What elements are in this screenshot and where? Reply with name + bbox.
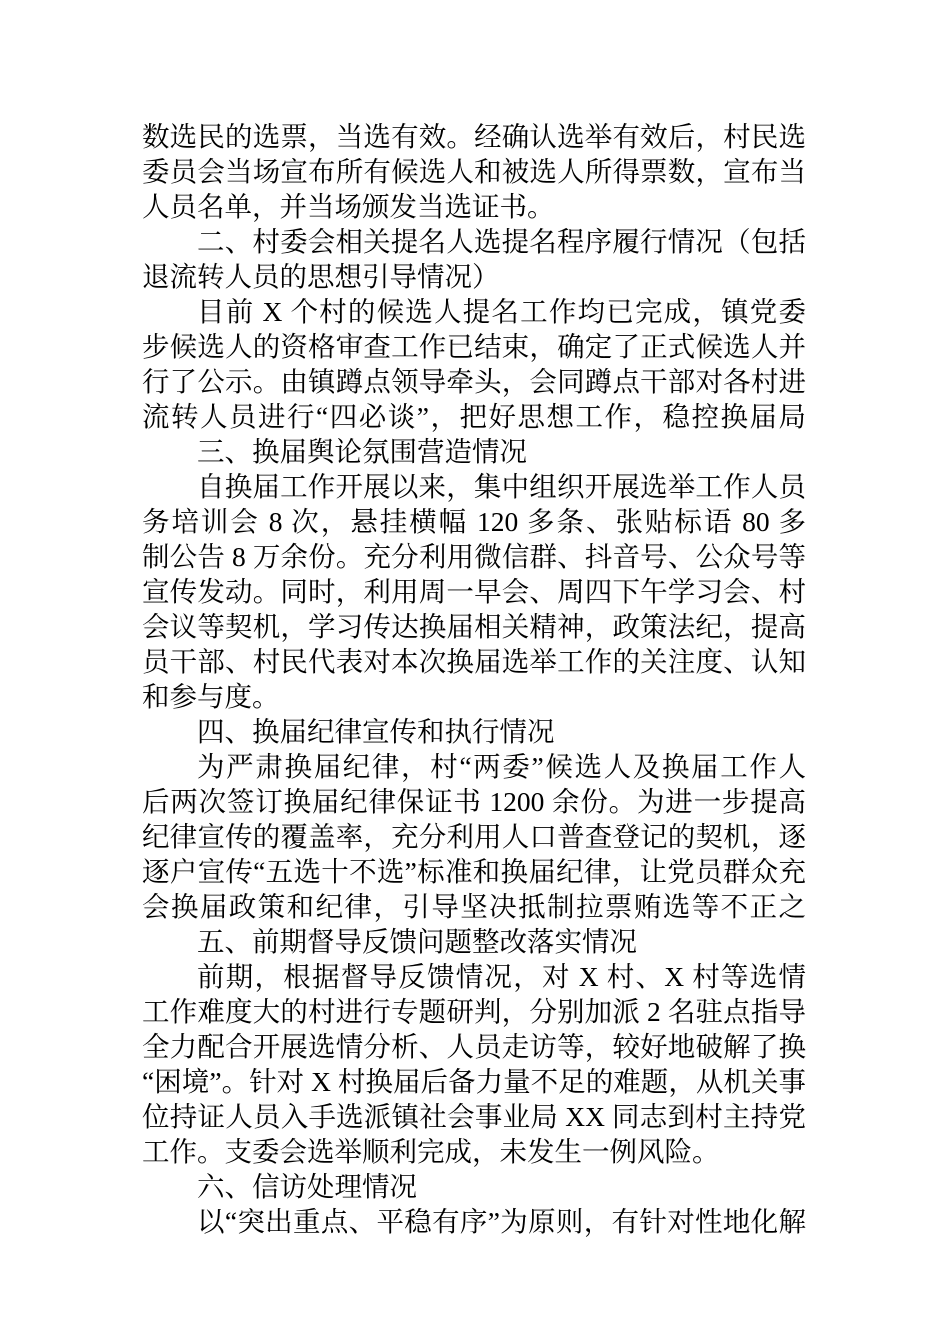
text-line: 人员名单，并当场颁发当选证书。 bbox=[142, 191, 555, 222]
text-line: 会换届政策和纪律，引导坚决抵制拉票贿选等不正之 bbox=[142, 891, 806, 922]
text-line: “困境”。针对 X 村换届后备力量不足的难题，从机关事 bbox=[142, 1066, 806, 1097]
text-line: 自换届工作开展以来，集中组织开展选举工作人员 bbox=[197, 471, 806, 502]
text-line: 步候选人的资格审查工作已结束，确定了正式候选人并 bbox=[142, 331, 806, 362]
heading-line: 四、换届纪律宣传和执行情况 bbox=[197, 716, 555, 747]
text-line: 全力配合开展选情分析、人员走访等，较好地破解了换 bbox=[142, 1031, 806, 1062]
text-line: 目前 X 个村的候选人提名工作均已完成，镇党委 bbox=[197, 296, 806, 327]
text-line: 以“突出重点、平稳有序”为原则，有针对性地化解 bbox=[197, 1206, 806, 1237]
text-line: 数选民的选票，当选有效。经确认选举有效后，村民选 bbox=[142, 121, 806, 152]
text-line: 行了公示。由镇蹲点领导牵头，会同蹲点干部对各村进 bbox=[142, 366, 806, 397]
text-line: 宣传发动。同时，利用周一早会、周四下午学习会、村 bbox=[142, 576, 806, 607]
text-line: 前期，根据督导反馈情况，对 X 村、X 村等选情 bbox=[197, 961, 806, 992]
heading-line: 五、前期督导反馈问题整改落实情况 bbox=[197, 926, 637, 957]
heading-line: 二、村委会相关提名人选提名程序履行情况（包括 bbox=[197, 226, 806, 257]
text-block bbox=[142, 119, 806, 1239]
text-line: 流转人员进行“四必谈”，把好思想工作，稳控换届局 bbox=[142, 401, 806, 432]
text-line: 员干部、村民代表对本次换届选举工作的关注度、认知 bbox=[142, 646, 806, 677]
heading-line: 六、信访处理情况 bbox=[197, 1171, 417, 1202]
text-line: 工作难度大的村进行专题研判，分别加派 2 名驻点指导 bbox=[142, 996, 806, 1027]
text-line: 务培训会 8 次，悬挂横幅 120 多条、张贴标语 80 多 bbox=[142, 506, 806, 537]
heading-line: 三、换届舆论氛围营造情况 bbox=[197, 436, 527, 467]
text-line: 会议等契机，学习传达换届相关精神，政策法纪，提高 bbox=[142, 611, 806, 642]
text-line: 委员会当场宣布所有候选人和被选人所得票数，宣布当 bbox=[142, 156, 806, 187]
text-line: 制公告 8 万余份。充分利用微信群、抖音号、公众号等 bbox=[142, 541, 806, 572]
text-line: 和参与度。 bbox=[142, 681, 280, 712]
text-line: 为严肃换届纪律，村“两委”候选人及换届工作人 bbox=[197, 751, 806, 782]
text-line: 后两次签订换届纪律保证书 1200 余份。为进一步提高 bbox=[142, 786, 806, 817]
text-line: 工作。支委会选举顺利完成，未发生一例风险。 bbox=[142, 1136, 720, 1167]
text-line: 纪律宣传的覆盖率，充分利用人口普查登记的契机，逐 bbox=[142, 821, 806, 852]
heading-line: 退流转人员的思想引导情况） bbox=[142, 261, 500, 292]
text-line: 位持证人员入手选派镇社会事业局 XX 同志到村主持党 bbox=[142, 1101, 806, 1132]
text-line: 逐户宣传“五选十不选”标准和换届纪律，让党员群众充 bbox=[142, 856, 806, 887]
